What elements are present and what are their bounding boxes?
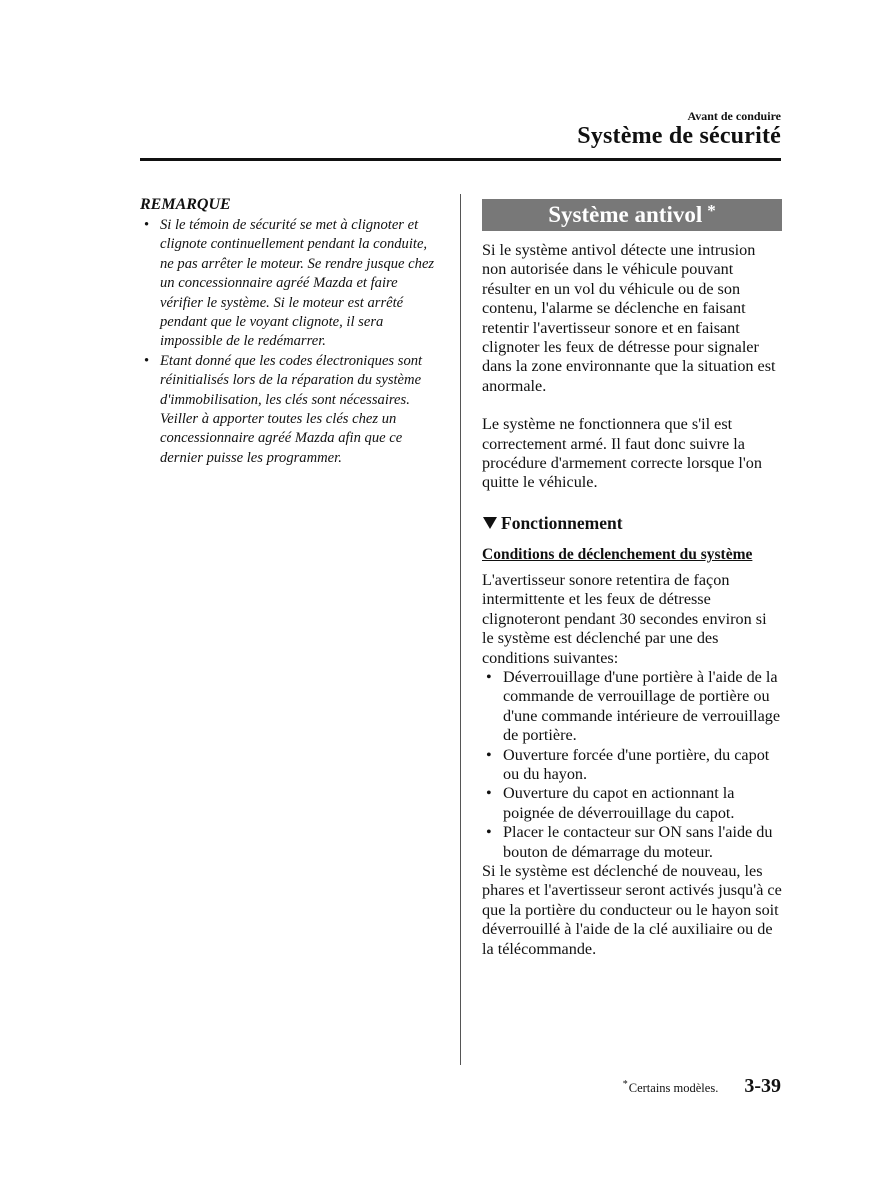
- main-content: [482, 199, 782, 959]
- asterisk-icon: *: [707, 201, 716, 220]
- list-item-text: Ouverture du capot en actionnant la poignée de déverrouillage du capot.: [503, 784, 735, 822]
- note-title: REMARQUE: [140, 196, 231, 213]
- footnote: [623, 1081, 719, 1096]
- bullet-icon: •: [486, 823, 492, 842]
- bullet-icon: •: [486, 784, 492, 803]
- intro-paragraph: Si le système antivol détecte une intrusion non autorisée dans le véhicule pouvant résulter en un vol du véhicule ou de son contenu, l'alarme se déclenche en faisant retentir l'avertisseur sonore et en faisant clignoter les feux de détresse pour signaler dans la zone environnante que la situation est anormale.: [482, 241, 776, 395]
- page-footer: [623, 1075, 781, 1098]
- conditions-heading: Conditions de déclenchement du système: [482, 545, 753, 563]
- list-item: [482, 668, 782, 746]
- conditions-paragraph: L'avertisseur sonore retentira de façon intermittente et les feux de détresse clignoteront pendant 30 secondes environ si le système est déclenché par une des conditions suivantes:: [482, 570, 767, 667]
- bullet-icon: •: [144, 217, 150, 233]
- list-item-text: Placer le contacteur sur ON sans l'aide du bouton de démarrage du moteur.: [503, 823, 773, 861]
- subheading-label: Fonctionnement: [501, 512, 623, 533]
- list-item-text: Ouverture forcée d'une portière, du capot ou du hayon.: [503, 745, 770, 783]
- note-item: [140, 216, 440, 352]
- list-item-text: Déverrouillage d'une portière à l'aide de la commande de verrouillage de portière ou d'une commande intérieure de verrouillage de portière.: [503, 667, 781, 745]
- bullet-icon: •: [486, 745, 492, 764]
- page-title: Système de sécurité: [577, 123, 781, 149]
- footnote-text: Certains modèles.: [628, 1081, 719, 1095]
- section-banner: [482, 199, 782, 231]
- note-list: [140, 216, 440, 468]
- retrigger-paragraph: Si le système est déclenché de nouveau, les phares et l'avertisseur seront activés jusqu'à ce que la portière du conducteur ou le hayon soit déverrouillé à l'aide de la clé auxiliaire ou de la télécommande.: [482, 861, 782, 958]
- arming-paragraph: Le système ne fonctionnera que s'il est correctement armé. Il faut donc suivre la procédure d'armement correcte lorsque l'on quitte le véhicule.: [482, 415, 762, 492]
- triangle-down-icon: [483, 517, 497, 529]
- page-number: 3-39: [744, 1075, 781, 1097]
- bullet-icon: •: [144, 352, 150, 369]
- bullet-icon: •: [486, 667, 492, 686]
- header-rule: [140, 158, 781, 161]
- list-item: [482, 784, 782, 823]
- list-item: [482, 823, 782, 862]
- section-label: Avant de conduire: [687, 109, 781, 123]
- note-box: [140, 196, 440, 468]
- asterisk-icon: *: [622, 1079, 628, 1090]
- conditions-list: [482, 668, 782, 862]
- subheading: [482, 513, 782, 534]
- note-item: [140, 352, 440, 468]
- list-item: [482, 746, 782, 785]
- column-divider: [460, 194, 461, 1065]
- note-item-text: Si le témoin de sécurité se met à clignoter et clignote continuellement pendant la conduite, ne pas arrêter le moteur. Se rendre jusque chez un concessionnaire agréé Mazda et faire vérifier le système. Si le moteur est arrêté pendant que le voyant clignote, il sera impossible de le redémarrer.: [160, 217, 435, 350]
- note-item-text: Etant donné que les codes électroniques sont réinitialisés lors de la réparation du système d'immobilisation, les clés sont nécessaires. Veiller à apporter toutes les clés chez un concessionnaire agréé Mazda afin que ce dernier puisse les programmer.: [160, 352, 423, 466]
- banner-title: Système antivol: [548, 202, 703, 227]
